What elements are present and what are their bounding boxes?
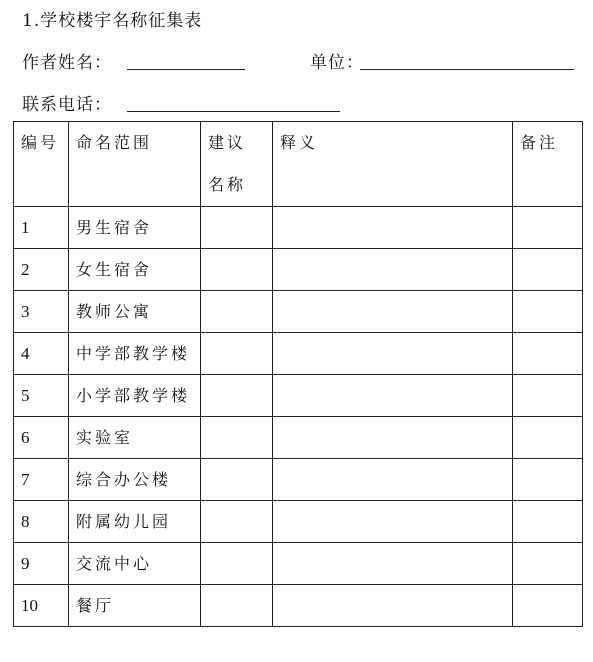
row-scope: 男生宿舍 xyxy=(69,207,201,249)
meaning-cell[interactable] xyxy=(273,207,513,249)
meaning-cell[interactable] xyxy=(273,291,513,333)
suggested-name-cell[interactable] xyxy=(201,333,273,375)
suggested-name-cell[interactable] xyxy=(201,459,273,501)
author-name-field[interactable] xyxy=(127,68,245,70)
row-scope: 综合办公楼 xyxy=(69,459,201,501)
table-row xyxy=(14,207,583,249)
table-row xyxy=(14,585,583,627)
table-row xyxy=(14,333,583,375)
suggested-name-cell[interactable] xyxy=(201,249,273,291)
notes-cell[interactable] xyxy=(513,459,583,501)
notes-cell[interactable] xyxy=(513,375,583,417)
notes-cell[interactable] xyxy=(513,333,583,375)
suggested-name-cell[interactable] xyxy=(201,501,273,543)
notes-cell[interactable] xyxy=(513,543,583,585)
meaning-cell[interactable] xyxy=(273,501,513,543)
meaning-cell[interactable] xyxy=(273,249,513,291)
unit-field[interactable] xyxy=(360,68,574,70)
table-row xyxy=(14,249,583,291)
suggested-name-cell[interactable] xyxy=(201,207,273,249)
table-row xyxy=(14,375,583,417)
row-scope: 小学部教学楼 xyxy=(69,375,201,417)
row-number: 10 xyxy=(14,585,69,627)
header-suggested-name: 建议名称 xyxy=(201,122,273,207)
suggested-name-cell[interactable] xyxy=(201,417,273,459)
notes-cell[interactable] xyxy=(513,207,583,249)
naming-table xyxy=(13,121,583,627)
row-scope: 实验室 xyxy=(69,417,201,459)
meaning-cell[interactable] xyxy=(273,543,513,585)
row-number: 8 xyxy=(14,501,69,543)
suggested-name-cell[interactable] xyxy=(201,375,273,417)
row-scope: 餐厅 xyxy=(69,585,201,627)
meaning-cell[interactable] xyxy=(273,375,513,417)
page-title: 1.学校楼宇名称征集表 xyxy=(22,11,203,31)
phone-label: 联系电话： xyxy=(22,95,112,115)
table-row xyxy=(14,501,583,543)
row-scope: 教师公寓 xyxy=(69,291,201,333)
meaning-cell[interactable] xyxy=(273,585,513,627)
meaning-cell[interactable] xyxy=(273,333,513,375)
notes-cell[interactable] xyxy=(513,249,583,291)
notes-cell[interactable] xyxy=(513,501,583,543)
table-row xyxy=(14,543,583,585)
row-scope: 中学部教学楼 xyxy=(69,333,201,375)
table-row xyxy=(14,417,583,459)
suggested-name-cell[interactable] xyxy=(201,291,273,333)
row-scope: 女生宿舍 xyxy=(69,249,201,291)
table-row xyxy=(14,459,583,501)
notes-cell[interactable] xyxy=(513,585,583,627)
row-scope: 交流中心 xyxy=(69,543,201,585)
row-scope: 附属幼儿园 xyxy=(69,501,201,543)
table-row xyxy=(14,291,583,333)
table-header-row xyxy=(14,122,583,207)
row-number: 1 xyxy=(14,207,69,249)
row-number: 9 xyxy=(14,543,69,585)
notes-cell[interactable] xyxy=(513,417,583,459)
notes-cell[interactable] xyxy=(513,291,583,333)
author-name-label: 作者姓名： xyxy=(22,53,112,73)
row-number: 4 xyxy=(14,333,69,375)
row-number: 7 xyxy=(14,459,69,501)
suggested-name-cell[interactable] xyxy=(201,585,273,627)
suggested-name-cell[interactable] xyxy=(201,543,273,585)
row-number: 2 xyxy=(14,249,69,291)
row-number: 3 xyxy=(14,291,69,333)
header-scope: 命名范围 xyxy=(69,122,201,207)
header-number: 编号 xyxy=(14,122,69,207)
header-notes: 备注 xyxy=(513,122,583,207)
meaning-cell[interactable] xyxy=(273,459,513,501)
unit-label: 单位： xyxy=(310,53,364,73)
header-meaning: 释义 xyxy=(273,122,513,207)
row-number: 5 xyxy=(14,375,69,417)
row-number: 6 xyxy=(14,417,69,459)
meaning-cell[interactable] xyxy=(273,417,513,459)
phone-field[interactable] xyxy=(127,110,340,112)
